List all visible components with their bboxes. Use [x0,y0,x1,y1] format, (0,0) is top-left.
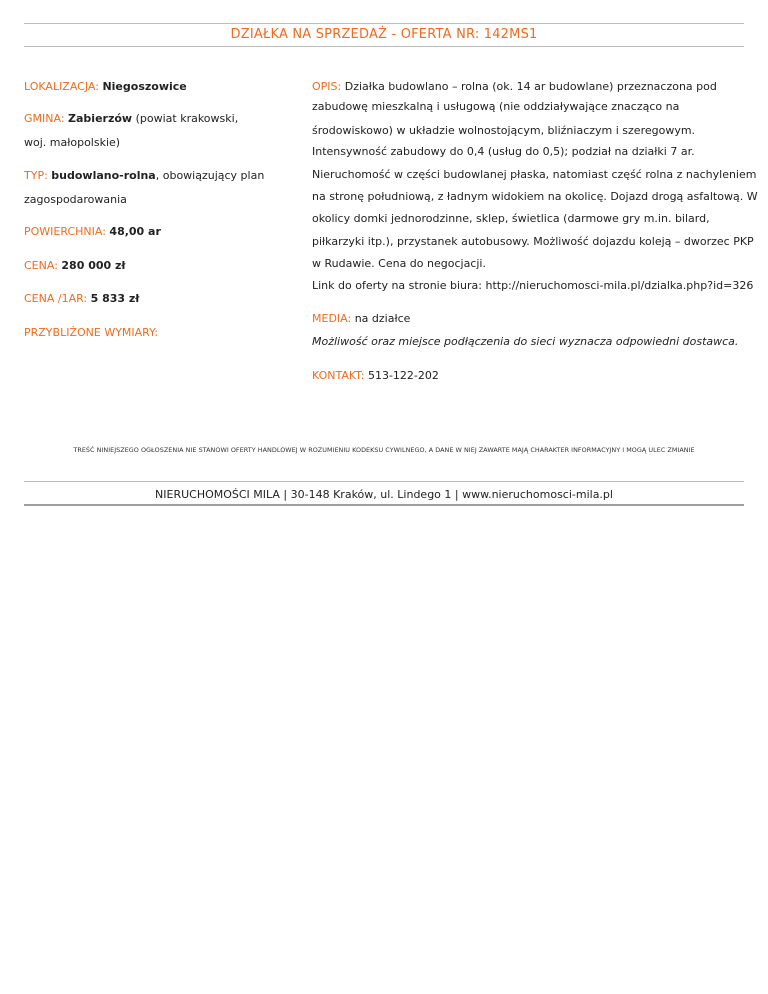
field-typ [24,169,264,182]
opis-line-3: Intensywność zabudowy do 0,4 (usług do 0,5); podział na działki 7 ar. [312,145,695,158]
footer-top-rule [24,481,744,482]
cena-ar-value: 5 833 zł [90,292,140,305]
field-powierzchnia [24,225,161,238]
footer-bottom-rule [24,504,744,506]
field-cena-ar [24,292,139,305]
gmina-label: GMINA: [24,112,65,125]
cena-label: CENA: [24,259,58,272]
lokalizacja-value: Niegoszowice [102,80,187,93]
lokalizacja-label: LOKALIZACJA: [24,80,99,93]
typ-value: budowlano-rolna [51,169,156,182]
media-value: na działce [351,312,411,325]
agency-footer: NIERUCHOMOŚCI MILA | 30-148 Kraków, ul. Lindego 1 | www.nieruchomosci-mila.pl [155,488,613,501]
opis-label: OPIS: [312,80,342,93]
kontakt-line [312,369,439,382]
opis-line-5: na stronę południową, z ładnym widokiem na okolicę. Dojazd drogą asfaltową. W [312,190,758,203]
offer-link[interactable]: Link do oferty na stronie biura: http://nieruchomosci-mila.pl/dzialka.php?id=326 [312,279,754,292]
media-note: Możliwość oraz miejsce podłączenia do sieci wyznacza odpowiedni dostawca. [312,335,739,348]
header-bottom-rule [24,46,744,47]
media-label: MEDIA: [312,312,352,325]
header-top-rule [24,23,744,24]
cena-value: 280 000 zł [61,259,126,272]
field-typ-cont: zagospodarowania [24,193,127,206]
opis-line-0 [312,80,717,93]
legal-disclaimer: TREŚĆ NINIEJSZEGO OGŁOSZENIA NIE STANOWI OFERTY HANDLOWEJ W ROZUMIENIU KODEKSU CYWILNEGO, A DANE W NIEJ ZAWARTE MAJĄ CHARAKTER INFORMACYJNY I MOGĄ ULEC ZMIANIE [73,446,695,454]
kontakt-label: KONTAKT: [312,369,365,382]
field-cena [24,259,125,272]
opis-line-1: zabudowę mieszkalną i usługową (nie oddziaływające znacząco na [312,100,680,113]
powierzchnia-value: 48,00 ar [109,225,161,238]
field-wymiary [24,326,158,339]
typ-label: TYP: [24,169,48,182]
kontakt-value[interactable]: 513-122-202 [364,369,439,382]
offer-title: DZIAŁKA NA SPRZEDAŻ - OFERTA NR: 142MS1 [230,27,538,42]
powierzchnia-label: POWIERCHNIA: [24,225,106,238]
opis-line-7: piłkarzyki itp.), przystanek autobusowy. Możliwość dojazdu koleją – dworzec PKP [312,235,754,248]
field-lokalizacja [24,80,187,93]
opis-line-2: środowiskowo) w układzie wolnostojącym, bliźniaczym i szeregowym. [312,124,696,137]
media-line [312,312,410,325]
field-gmina [24,112,238,125]
gmina-value: Zabierzów [68,112,133,125]
opis-line-8: w Rudawie. Cena do negocjacji. [312,257,486,270]
wymiary-label: PRZYBLIŻONE WYMIARY: [24,326,159,339]
gmina-suffix: (powiat krakowski, [132,112,239,125]
opis-line-6: okolicy domki jednorodzinne, sklep, świetlica (darmowe gry m.in. bilard, [312,212,710,225]
field-gmina-cont: woj. małopolskie) [24,136,121,149]
opis-text-0: Działka budowlano – rolna (ok. 14 ar budowlane) przeznaczona pod [341,80,717,93]
typ-suffix: , obowiązujący plan [155,169,265,182]
cena-ar-label: CENA /1AR: [24,292,88,305]
opis-line-4: Nieruchomość w części budowlanej płaska, natomiast część rolna z nachyleniem [312,168,757,181]
